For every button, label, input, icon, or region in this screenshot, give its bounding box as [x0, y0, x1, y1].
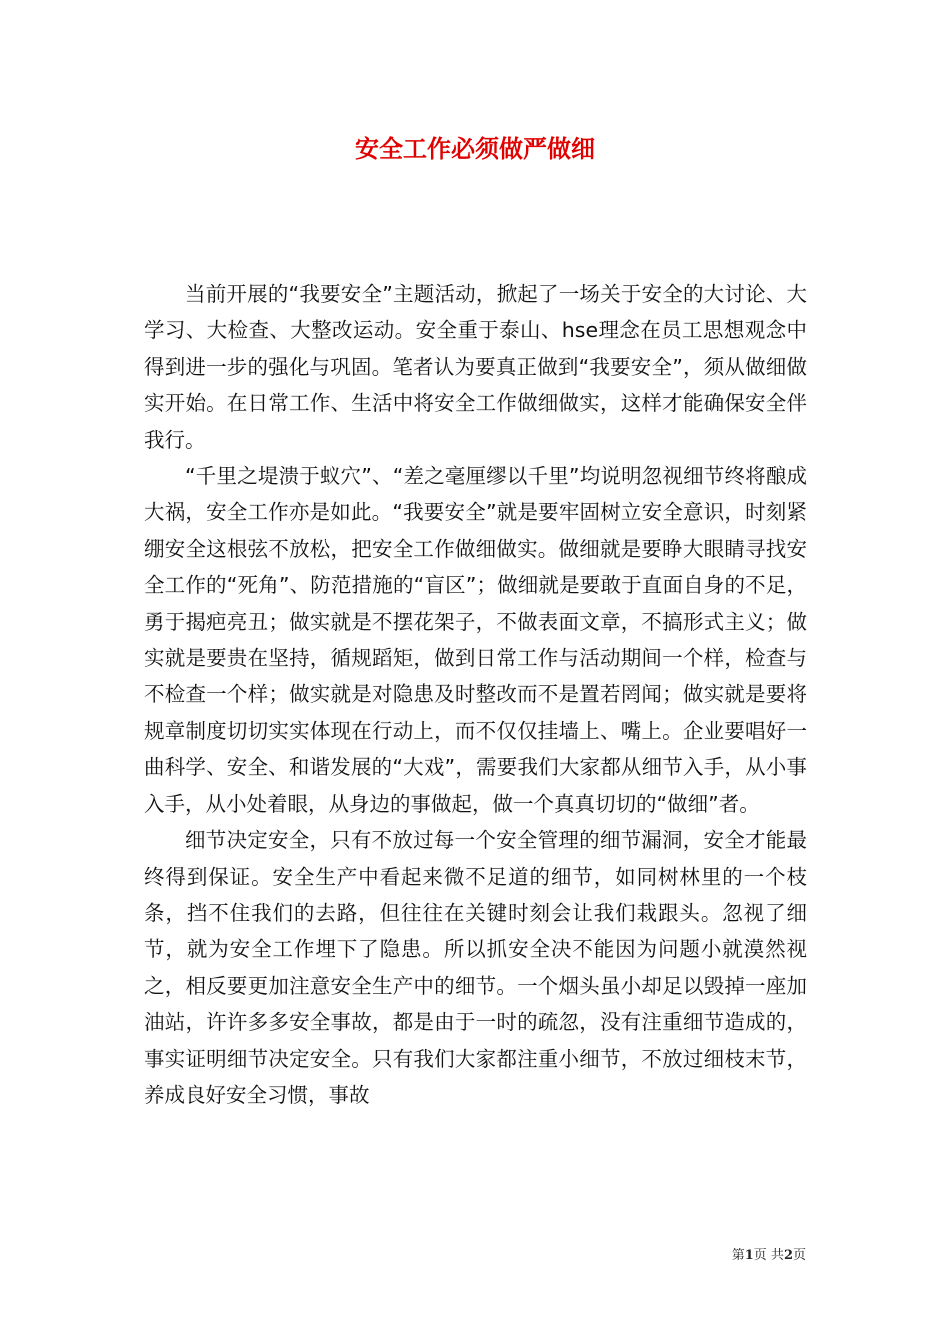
footer-middle: 页 共: [753, 1248, 784, 1263]
document-body: [144, 276, 807, 1113]
paragraph: 细节决定安全，只有不放过每一个安全管理的细节漏洞，安全才能最终得到保证。安全生产中看起来微不足道的细节，如同树林里的一个枝条，挡不住我们的去路，但往往在关键时刻会让我们栽跟头。忽视了细节，就为安全工作埋下了隐患。所以抓安全决不能因为问题小就漠然视之，相反要更加注意安全生产中的细节。一个烟头虽小却足以毁掉一座加油站，许许多多安全事故，都是由于一时的疏忽，没有注重细节造成的，事实证明细节决定安全。只有我们大家都注重小细节，不放过细枝末节，养成良好安全习惯，事故: [144, 828, 807, 1107]
page-number-footer: [732, 1247, 806, 1265]
total-pages-number: 2: [783, 1248, 793, 1263]
footer-suffix: 页: [792, 1248, 806, 1263]
paragraph: “千里之堤溃于蚁穴”、“差之毫厘缪以千里”均说明忽视细节终将酿成大祸，安全工作亦是如此。“我要安全”就是要牢固树立安全意识，时刻紧绷安全这根弦不放松，把安全工作做细做实。做细就是要睁大眼睛寻找安全工作的“死角”、防范措施的“盲区”；做细就是要敢于直面自身的不足，勇于揭疤亮丑；做实就是不摆花架子，不做表面文章，不搞形式主义；做实就是要贵在坚持，循规蹈矩，做到日常工作与活动期间一个样，检查与不检查一个样；做实就是对隐患及时整改而不是置若罔闻；做实就是要将规章制度切切实实体现在行动上，而不仅仅挂墙上、嘴上。企业要唱好一曲科学、安全、和谐发展的“大戏”，需要我们大家都从细节入手，从小事入手，从小处着眼，从身边的事做起，做一个真真切切的“做细”者。: [144, 464, 807, 816]
current-page-number: 1: [744, 1248, 754, 1263]
document-title: 安全工作必须做严做细: [355, 134, 595, 163]
paragraph: 当前开展的“我要安全”主题活动，掀起了一场关于安全的大讨论、大学习、大检查、大整改运动。安全重于泰山、hse理念在员工思想观念中得到进一步的强化与巩固。笔者认为要真正做到“我要安全”，须从做细做实开始。在日常工作、生活中将安全工作做细做实，这样才能确保安全伴我行。: [144, 282, 807, 452]
footer-prefix: 第: [731, 1248, 745, 1263]
